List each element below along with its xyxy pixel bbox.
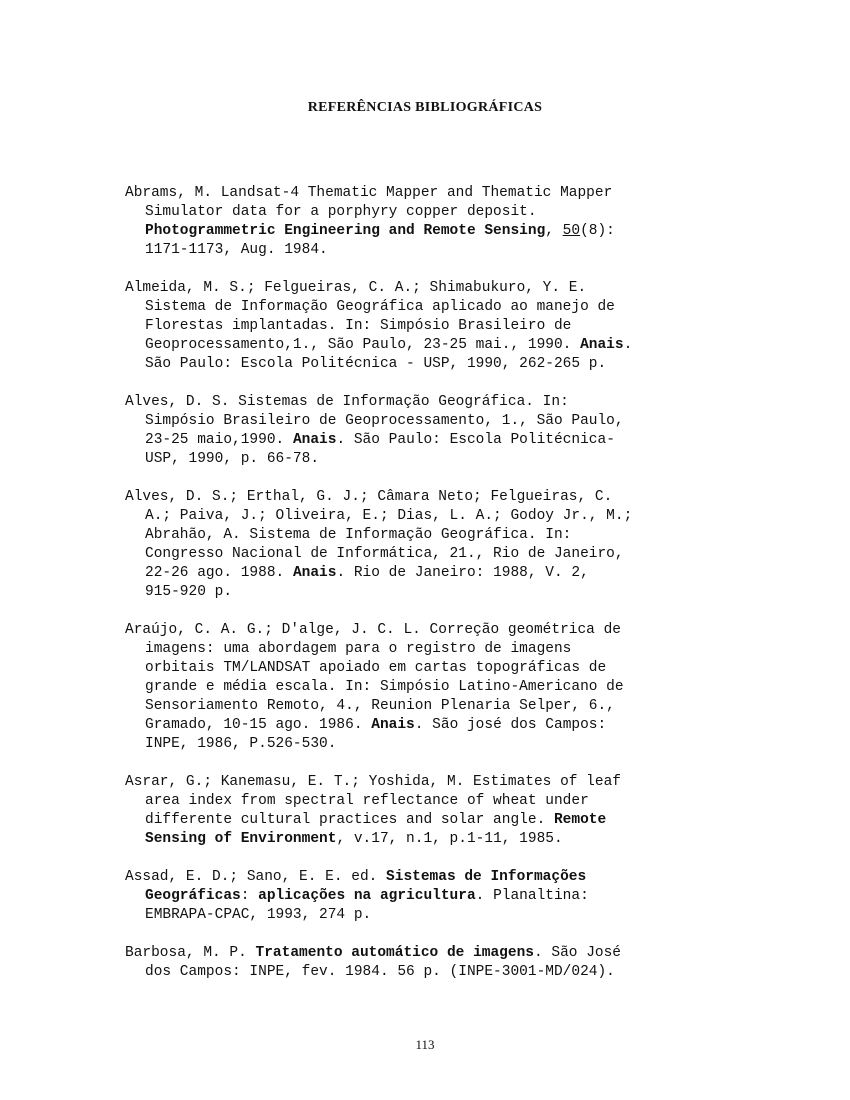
text-segment: , [545, 223, 563, 239]
reference-line [125, 659, 725, 678]
reference-entry [125, 393, 725, 469]
reference-line [125, 906, 725, 925]
reference-entry [125, 279, 725, 374]
reference-line [125, 716, 725, 735]
reference-line [125, 792, 725, 811]
text-segment: EMBRAPA-CPAC, 1993, 274 p. [145, 907, 372, 923]
reference-line [125, 412, 725, 431]
reference-entry [125, 944, 725, 982]
reference-entry [125, 184, 725, 260]
bold-text: Anais [292, 565, 337, 581]
bold-text: Anais [292, 432, 337, 448]
text-segment: dos Campos: INPE, fev. 1984. 56 p. (INPE-3001-MD/024). [145, 964, 615, 980]
reference-line [125, 241, 725, 260]
reference-line [125, 336, 725, 355]
reference-line [125, 184, 725, 203]
reference-line [125, 355, 725, 374]
reference-line [125, 450, 725, 469]
text-segment: Geoprocessamento,1., São Paulo, 23-25 mai., 1990. [145, 337, 581, 353]
bold-text: Anais [371, 717, 415, 733]
text-segment: A.; Paiva, J.; Oliveira, E.; Dias, L. A.; Godoy Jr., M.; [145, 508, 633, 524]
reference-line [125, 545, 725, 564]
bold-text: Tratamento automático de imagens [255, 945, 534, 961]
text-segment: Alves, D. S.; Erthal, G. J.; Câmara Neto; Felgueiras, C. [125, 489, 613, 505]
text-segment: 22-26 ago. 1988. [145, 565, 293, 581]
text-segment: Barbosa, M. P. [125, 945, 256, 961]
text-segment: Assad, E. D.; Sano, E. E. ed. [125, 869, 387, 885]
bold-text: Anais [580, 337, 624, 353]
reference-line [125, 583, 725, 602]
reference-line [125, 564, 725, 583]
text-segment: . Rio de Janeiro: 1988, V. 2, [336, 565, 589, 581]
reference-line [125, 298, 725, 317]
text-segment: imagens: uma abordagem para o registro de imagens [145, 641, 572, 657]
reference-line [125, 697, 725, 716]
reference-entry [125, 621, 725, 754]
reference-line [125, 773, 725, 792]
reference-line [125, 488, 725, 507]
text-segment: Abrams, M. Landsat-4 Thematic Mapper and Thematic Mapper [125, 185, 613, 201]
text-segment: (8): [580, 223, 615, 239]
reference-line [125, 203, 725, 222]
reference-line [125, 887, 725, 906]
reference-list [125, 184, 725, 1001]
reference-line [125, 279, 725, 298]
text-segment: : [240, 888, 259, 904]
reference-line [125, 811, 725, 830]
bold-text: Geográficas [145, 888, 241, 904]
text-segment: 23-25 maio,1990. [145, 432, 293, 448]
text-segment: Abrahão, A. Sistema de Informação Geográfica. In: [145, 527, 572, 543]
reference-line [125, 393, 725, 412]
reference-entry [125, 868, 725, 925]
text-segment: . São Paulo: Escola Politécnica- [336, 432, 615, 448]
text-segment: 1171-1173, Aug. 1984. [145, 242, 328, 258]
reference-line [125, 868, 725, 887]
text-segment: Almeida, M. S.; Felgueiras, C. A.; Shimabukuro, Y. E. [125, 280, 587, 296]
text-segment: Alves, D. S. Sistemas de Informação Geográfica. In: [125, 394, 569, 410]
reference-line [125, 830, 725, 849]
text-segment: Congresso Nacional de Informática, 21., Rio de Janeiro, [145, 546, 624, 562]
text-segment: 915-920 p. [145, 584, 233, 600]
text-segment: . São José [533, 945, 621, 961]
text-segment: . [623, 337, 633, 353]
text-segment: , v.17, n.1, p.1-11, 1985. [336, 831, 563, 847]
reference-line [125, 431, 725, 450]
text-segment: USP, 1990, p. 66-78. [145, 451, 320, 467]
bold-text: Sensing of Environment [145, 831, 337, 847]
text-segment: Sistema de Informação Geográfica aplicado ao manejo de [145, 299, 615, 315]
page-title: REFERÊNCIAS BIBLIOGRÁFICAS [307, 100, 543, 115]
text-segment: differente cultural practices and solar angle. [145, 812, 554, 828]
text-segment: orbitais TM/LANDSAT apoiado em cartas topográficas de [145, 660, 607, 676]
text-segment: Simulator data for a porphyry copper deposit. [145, 204, 537, 220]
reference-line [125, 963, 725, 982]
reference-line [125, 526, 725, 545]
reference-line [125, 317, 725, 336]
text-segment: Florestas implantadas. In: Simpósio Brasileiro de [145, 318, 572, 334]
text-segment: . São josé dos Campos: [414, 717, 607, 733]
text-segment: Asrar, G.; Kanemasu, E. T.; Yoshida, M. Estimates of leaf [125, 774, 621, 790]
bold-text: aplicações na agricultura [258, 888, 476, 904]
text-segment: Simpósio Brasileiro de Geoprocessamento, 1., São Paulo, [145, 413, 624, 429]
reference-line [125, 678, 725, 697]
text-segment: Gramado, 10-15 ago. 1986. [145, 717, 372, 733]
text-segment: Araújo, C. A. G.; D'alge, J. C. L. Correção geométrica de [125, 622, 621, 638]
text-segment: INPE, 1986, P.526-530. [145, 736, 337, 752]
reference-entry [125, 488, 725, 602]
reference-line [125, 944, 725, 963]
bold-text: Sistemas de Informações [386, 869, 587, 885]
reference-line [125, 735, 725, 754]
text-segment: area index from spectral reflectance of wheat under [145, 793, 589, 809]
page-number: 113 [415, 1037, 435, 1052]
bold-text: Remote [553, 812, 607, 828]
text-segment: grande e média escala. In: Simpósio Latino-Americano de [145, 679, 624, 695]
reference-line [125, 222, 725, 241]
reference-line [125, 507, 725, 526]
text-segment: São Paulo: Escola Politécnica - USP, 1990, 262-265 p. [145, 356, 607, 372]
reference-line [125, 621, 725, 640]
underlined-text: 50 [562, 223, 581, 239]
text-segment: Sensoriamento Remoto, 4., Reunion Plenaria Selper, 6., [145, 698, 615, 714]
reference-line [125, 640, 725, 659]
reference-entry [125, 773, 725, 849]
text-segment: . Planaltina: [475, 888, 589, 904]
bold-text: Photogrammetric Engineering and Remote Sensing [145, 223, 546, 239]
